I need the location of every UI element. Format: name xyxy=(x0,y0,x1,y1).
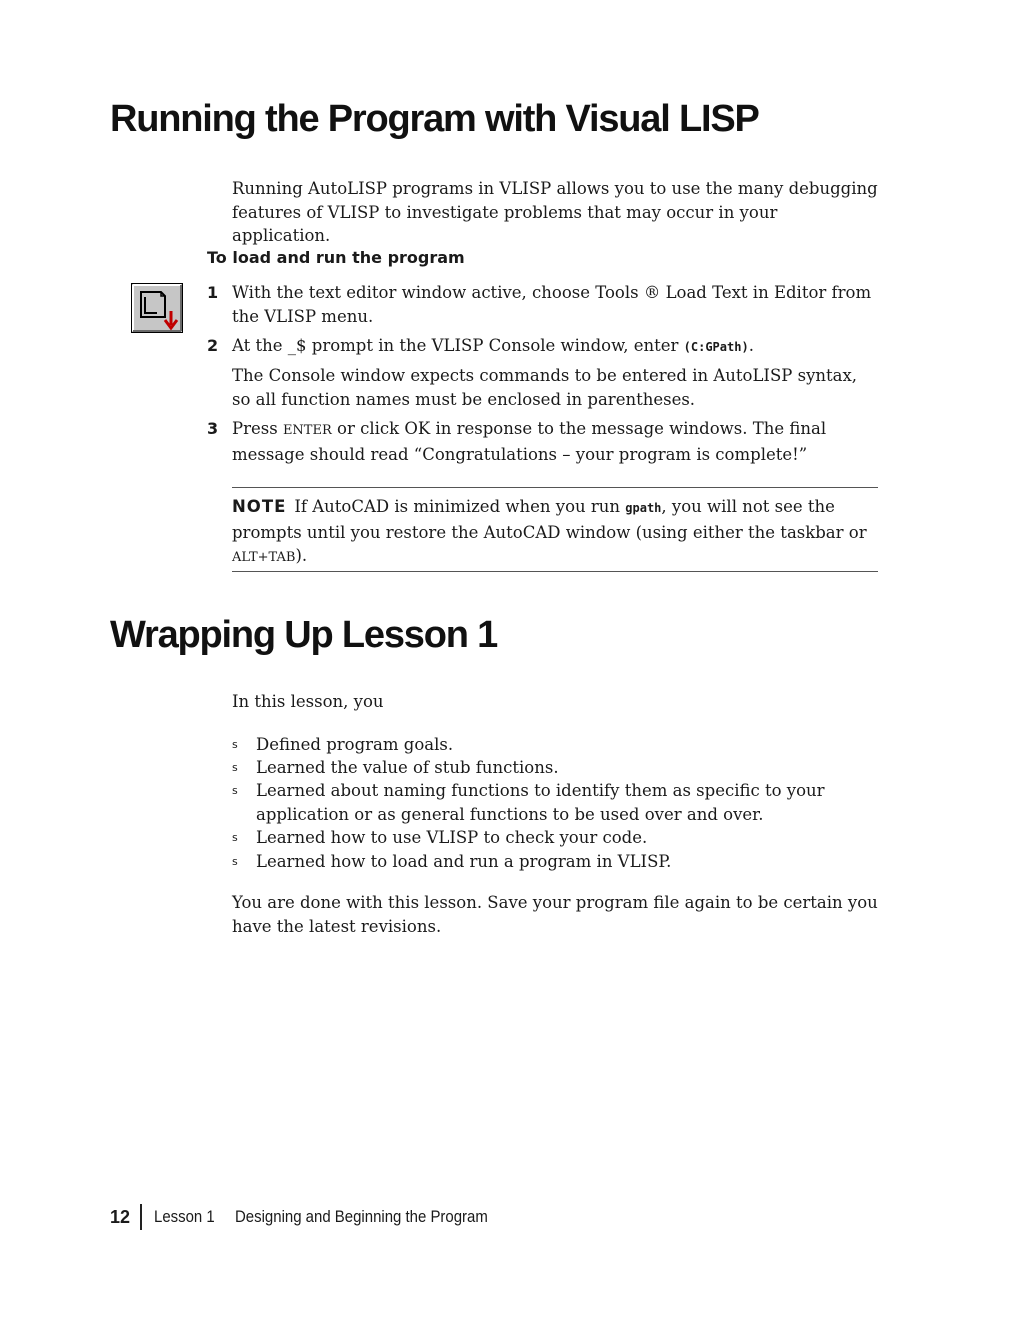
section-title: Running the Program with Visual LISP xyxy=(110,98,759,140)
step-text-rest: or click OK in response to the message windows. The final message should read “Congratulations – your program is complete!” xyxy=(232,419,827,464)
note-text-before: If AutoCAD is minimized when you run xyxy=(294,497,626,516)
command-code: (C:GPath) xyxy=(683,340,749,354)
section-intro: In this lesson, you xyxy=(232,692,384,711)
note-box xyxy=(232,495,878,570)
bullet-marker: s xyxy=(232,855,238,868)
bullet-marker: s xyxy=(232,831,238,844)
step-text-prefix: Press xyxy=(232,419,283,438)
note-label: NOTE xyxy=(232,497,287,516)
bullet-item: Learned how to load and run a program in VLISP. xyxy=(256,852,672,871)
step-text-before: At the _$ prompt in the VLISP Console window, enter xyxy=(232,336,684,355)
note-key: ALT+TAB xyxy=(232,550,296,565)
page-footer xyxy=(110,1204,522,1230)
section-intro: Running AutoLISP programs in VLISP allows you to use the many debugging features of VLISP to investigate problems that may occur in your application. xyxy=(232,179,878,245)
section-title: Wrapping Up Lesson 1 xyxy=(110,614,498,656)
note-top-rule xyxy=(232,487,878,488)
page-number: 12 xyxy=(110,1206,131,1227)
footer-chapter: Designing and Beginning the Program xyxy=(235,1207,488,1226)
footer-lesson: Lesson 1 xyxy=(154,1207,215,1226)
bullet-item: Learned how to use VLISP to check your code. xyxy=(256,828,648,847)
step-text-after: . xyxy=(748,336,754,355)
step-number: 3 xyxy=(207,419,219,438)
note-text-end: ). xyxy=(295,546,308,565)
step-text xyxy=(232,334,878,360)
key-name: ENTER xyxy=(282,423,332,438)
bullet-marker: s xyxy=(232,738,238,751)
bullet-marker: s xyxy=(232,784,238,797)
note-bottom-rule xyxy=(232,571,878,572)
step-number: 1 xyxy=(207,283,219,302)
note-text-after: , you will not see the prompts until you restore the AutoCAD window (using either the taskbar or xyxy=(232,497,867,542)
step-number: 2 xyxy=(207,336,219,355)
load-text-in-editor-icon xyxy=(131,283,183,333)
bullet-marker: s xyxy=(232,761,238,774)
bullet-item: Learned the value of stub functions. xyxy=(256,758,559,777)
closing-paragraph: You are done with this lesson. Save your program file again to be certain you have the latest revisions. xyxy=(232,893,878,936)
procedure-heading: To load and run the program xyxy=(207,248,465,267)
step-text xyxy=(232,417,878,466)
note-code: gpath xyxy=(625,501,662,515)
step-followup: The Console window expects commands to be entered in AutoLISP syntax, so all function names must be enclosed in parentheses. xyxy=(232,366,858,409)
step-text: With the text editor window active, choose Tools ® Load Text in Editor from the VLISP menu. xyxy=(232,283,872,326)
bullet-item: Learned about naming functions to identify them as specific to your application or as general functions to be used over and over. xyxy=(256,781,825,824)
footer-divider xyxy=(140,1204,142,1230)
bullet-item: Defined program goals. xyxy=(256,735,454,754)
